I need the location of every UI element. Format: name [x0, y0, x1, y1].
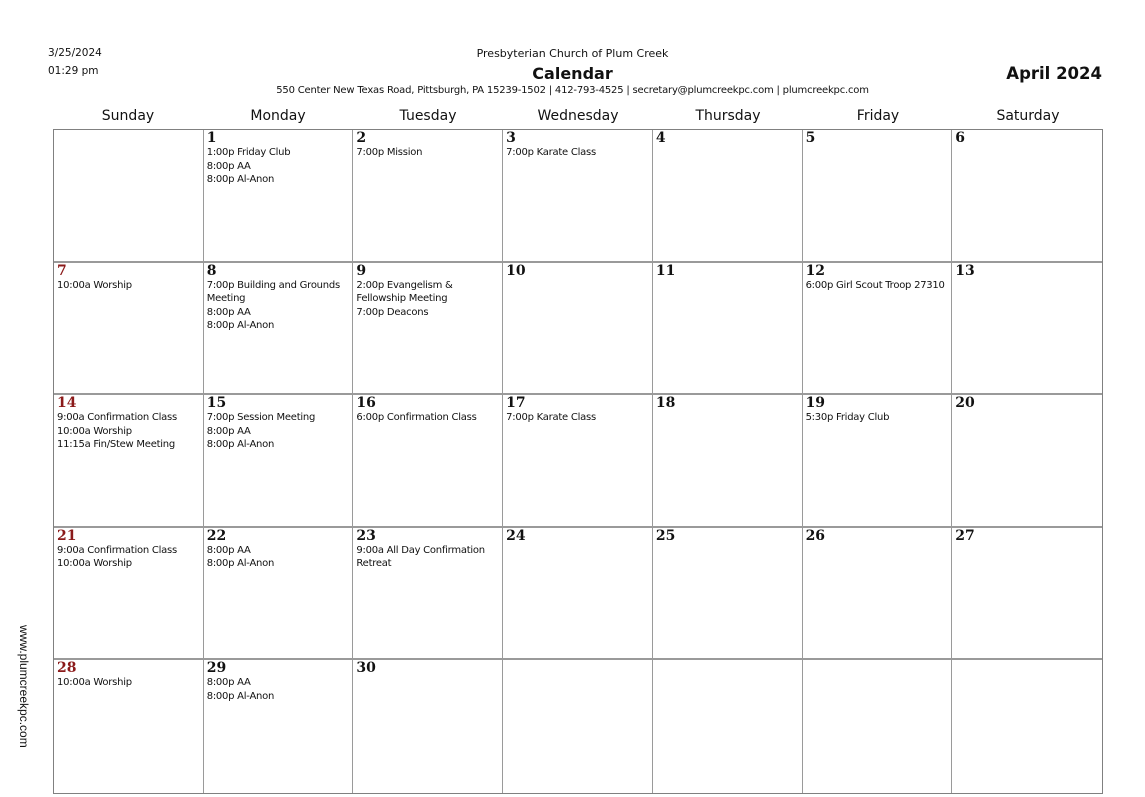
day-cell — [653, 660, 803, 793]
day-cell — [952, 528, 1102, 661]
day-cell — [653, 528, 803, 661]
day-cell — [204, 660, 354, 793]
calendar-event[interactable]: 5:30p Friday Club — [805, 412, 890, 424]
calendar-event[interactable]: 6:00p Girl Scout Troop 27310 — [805, 279, 945, 291]
calendar-event[interactable]: 10:00a Worship — [57, 425, 132, 437]
side-website-url: www.plumcreekpc.com — [17, 625, 31, 748]
weekday-header-row — [53, 106, 1103, 128]
calendar-event[interactable]: 7:00p Building and Grounds Meeting — [206, 279, 340, 305]
calendar-event[interactable]: 7:00p Deacons — [356, 306, 429, 318]
day-number: 11 — [655, 262, 676, 279]
day-cell — [653, 263, 803, 396]
day-cell — [503, 660, 653, 793]
calendar-event[interactable]: 8:00p Al-Anon — [206, 320, 275, 332]
day-number: 14 — [57, 395, 77, 412]
day-cell — [54, 660, 204, 793]
day-cell — [803, 395, 953, 528]
day-cell — [803, 528, 953, 661]
day-cell — [803, 263, 953, 396]
weekday-friday: Friday — [856, 108, 900, 124]
calendar-event[interactable]: 11:15a Fin/Stew Meeting — [57, 439, 175, 451]
day-number: 21 — [57, 527, 77, 544]
event-list — [207, 676, 350, 703]
weekday-sunday: Sunday — [101, 108, 155, 124]
weekday-tuesday: Tuesday — [399, 108, 457, 124]
calendar-event[interactable]: 9:00a Confirmation Class — [57, 412, 177, 424]
day-number: 23 — [356, 527, 376, 544]
day-cell — [653, 130, 803, 263]
day-cell — [803, 130, 953, 263]
day-cell — [653, 395, 803, 528]
weekday-saturday: Saturday — [996, 108, 1060, 124]
day-cell — [54, 528, 204, 661]
day-number: 6 — [955, 130, 966, 146]
day-number: 8 — [206, 262, 217, 279]
page-title: Calendar — [532, 64, 613, 83]
calendar-event[interactable]: 8:00p Al-Anon — [206, 439, 275, 451]
day-cell — [204, 263, 354, 396]
calendar-event[interactable]: 8:00p AA — [206, 425, 251, 437]
calendar-event[interactable]: 10:00a Worship — [57, 279, 132, 291]
event-list — [356, 146, 499, 160]
day-cell — [952, 395, 1102, 528]
day-number: 7 — [57, 262, 67, 279]
print-date: 3/25/2024 — [48, 47, 102, 59]
event-list — [57, 544, 200, 571]
day-number: 9 — [356, 262, 367, 279]
day-number: 20 — [955, 395, 975, 412]
day-number: 30 — [356, 660, 376, 677]
calendar-event[interactable]: 6:00p Confirmation Class — [356, 412, 477, 424]
calendar-event[interactable]: 9:00a All Day Confirmation Retreat — [356, 544, 485, 570]
day-number: 25 — [655, 527, 676, 544]
event-list — [506, 411, 649, 425]
day-cell — [503, 130, 653, 263]
day-cell — [952, 660, 1102, 793]
day-number: 24 — [506, 527, 526, 544]
print-time: 01:29 pm — [48, 65, 99, 77]
day-number: 17 — [506, 395, 526, 412]
calendar-event[interactable]: 1:00p Friday Club — [206, 147, 291, 158]
day-number: 15 — [206, 395, 227, 412]
day-cell — [803, 660, 953, 793]
day-number: 22 — [206, 527, 227, 544]
event-list — [806, 279, 949, 293]
day-number: 12 — [805, 262, 826, 279]
calendar-event[interactable]: 7:00p Mission — [356, 147, 423, 158]
day-number: 19 — [805, 395, 826, 412]
calendar-event[interactable]: 8:00p Al-Anon — [206, 558, 275, 570]
calendar-event[interactable]: 7:00p Karate Class — [506, 147, 596, 158]
calendar-event[interactable]: 8:00p Al-Anon — [206, 174, 275, 185]
day-number: 26 — [805, 527, 826, 544]
event-list — [207, 544, 350, 571]
event-list — [207, 279, 350, 333]
day-number: 29 — [206, 660, 227, 677]
calendar-event[interactable]: 8:00p AA — [206, 544, 251, 556]
weekday-monday: Monday — [250, 108, 306, 124]
day-cell — [54, 263, 204, 396]
day-cell — [952, 130, 1102, 263]
event-list — [57, 676, 200, 690]
calendar-grid — [53, 129, 1103, 794]
day-cell — [204, 395, 354, 528]
day-number: 16 — [356, 395, 376, 412]
calendar-event[interactable]: 2:00p Evangelism & Fellowship Meeting — [356, 279, 453, 305]
organization-name: Presbyterian Church of Plum Creek — [476, 47, 669, 60]
day-number: 3 — [506, 130, 516, 146]
day-number: 28 — [57, 660, 77, 677]
event-list — [57, 279, 200, 293]
day-number: 27 — [955, 527, 975, 544]
day-number: 10 — [506, 262, 526, 279]
day-number: 4 — [655, 130, 666, 146]
day-cell — [503, 395, 653, 528]
day-cell — [204, 528, 354, 661]
month-title: April 2024 — [1006, 64, 1102, 83]
day-number: 5 — [805, 130, 816, 146]
calendar-event[interactable]: 10:00a Worship — [57, 558, 132, 570]
day-cell — [952, 263, 1102, 396]
calendar-event[interactable]: 8:00p Al-Anon — [206, 690, 275, 702]
weekday-thursday: Thursday — [695, 108, 761, 124]
calendar-event[interactable]: 8:00p AA — [206, 306, 251, 318]
day-cell — [353, 130, 503, 263]
day-cell — [353, 395, 503, 528]
day-cell — [54, 130, 204, 263]
calendar-event[interactable]: 7:00p Session Meeting — [206, 412, 316, 424]
day-cell — [54, 395, 204, 528]
contact-line: 550 Center New Texas Road, Pittsburgh, PA 15239-1502 | 412-793-4525 | secretary@plumcreekpc.com | plumcreekpc.com — [276, 85, 869, 96]
calendar-event[interactable]: 8:00p AA — [206, 677, 251, 689]
day-cell — [204, 130, 354, 263]
event-list — [356, 279, 499, 320]
event-list — [207, 411, 350, 452]
day-number: 13 — [955, 262, 975, 279]
event-list — [57, 411, 200, 452]
event-list — [207, 146, 350, 187]
calendar-event[interactable]: 10:00a Worship — [57, 677, 132, 689]
weekday-wednesday: Wednesday — [537, 108, 619, 124]
day-number: 2 — [356, 130, 367, 146]
day-cell — [353, 660, 503, 793]
day-number: 1 — [206, 130, 217, 146]
day-number: 18 — [655, 395, 676, 412]
day-cell — [353, 528, 503, 661]
event-list — [356, 411, 499, 425]
event-list — [806, 411, 949, 425]
event-list — [356, 544, 499, 571]
day-cell — [353, 263, 503, 396]
calendar-event[interactable]: 9:00a Confirmation Class — [57, 544, 177, 556]
calendar-event[interactable]: 8:00p AA — [206, 160, 251, 172]
event-list — [506, 146, 649, 160]
calendar-event[interactable]: 7:00p Karate Class — [506, 412, 596, 424]
day-cell — [503, 528, 653, 661]
day-cell — [503, 263, 653, 396]
